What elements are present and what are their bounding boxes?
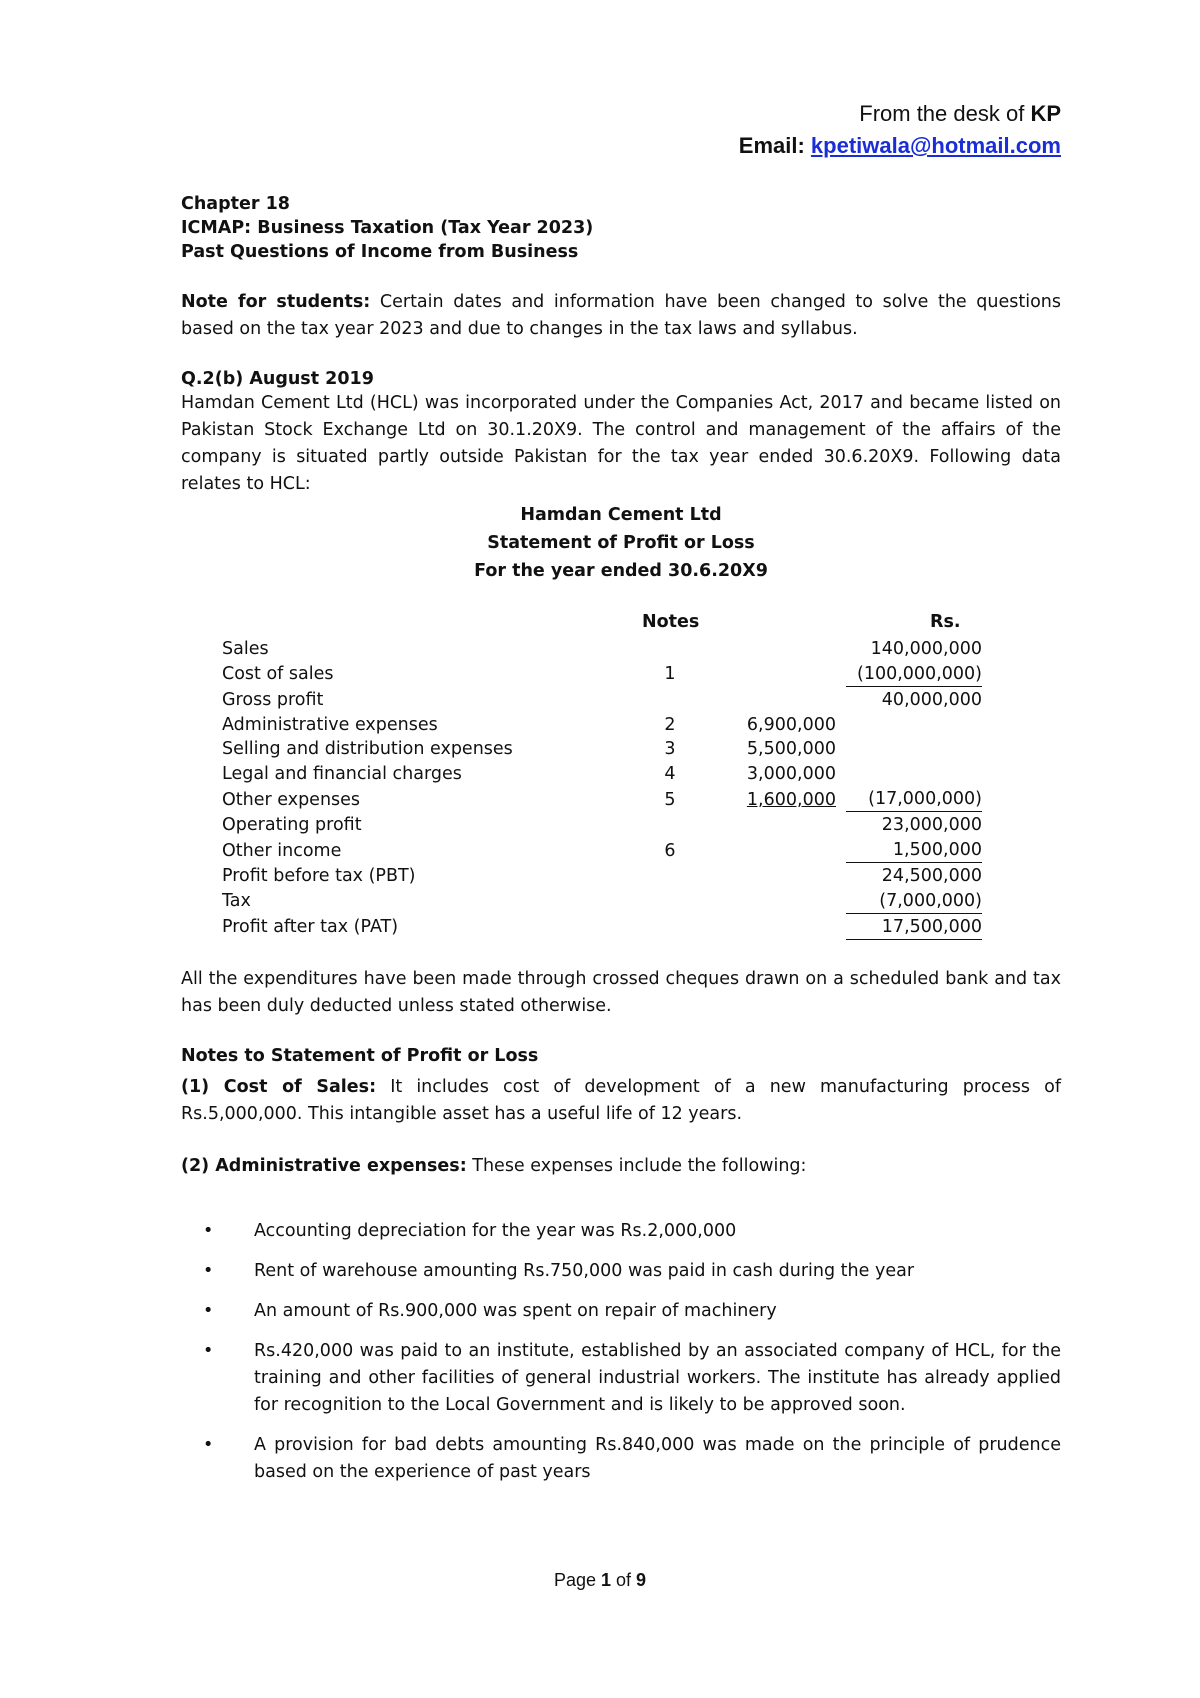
email-link[interactable]: kpetiwala@hotmail.com xyxy=(810,133,1061,158)
note-2 xyxy=(181,1153,1061,1180)
row-amount-2 xyxy=(846,712,982,737)
row-note xyxy=(647,863,693,888)
table-row xyxy=(222,761,982,786)
row-amount-2: (7,000,000) xyxy=(846,888,982,913)
statement-name: Statement of Profit or Loss xyxy=(487,533,755,553)
row-note: 6 xyxy=(664,840,676,861)
page-label: Page xyxy=(553,1570,601,1590)
bullet-icon: • xyxy=(203,1261,214,1281)
list-item xyxy=(181,1338,1061,1419)
rs-column-header: Rs. xyxy=(930,612,961,632)
page-total: 9 xyxy=(636,1570,647,1590)
bullet-icon: • xyxy=(203,1301,214,1321)
note-1 xyxy=(181,1074,1061,1128)
row-label: Cost of sales xyxy=(222,664,334,685)
row-amount-2: (100,000,000) xyxy=(846,661,982,686)
chapter-title: Chapter 18 xyxy=(181,194,290,214)
page-number: 1 xyxy=(601,1570,612,1590)
row-amount-1 xyxy=(693,863,836,888)
row-label: Other income xyxy=(222,840,342,861)
author-name: KP xyxy=(1030,101,1061,126)
bullet-icon: • xyxy=(203,1435,214,1455)
expenditure-note: All the expenditures have been made through crossed cheques drawn on a scheduled bank and tax has been duly deducted unless stated otherwise. xyxy=(181,969,1061,1016)
row-note: 5 xyxy=(664,789,676,810)
note-text: Certain dates and information have been changed to solve the questions based on the tax year 2023 and due to changes in the tax laws and syllabus. xyxy=(181,292,1062,339)
course-title: ICMAP: Business Taxation (Tax Year 2023) xyxy=(181,218,594,238)
row-note xyxy=(647,812,693,837)
admin-expenses-list xyxy=(181,1218,1061,1498)
row-amount-1 xyxy=(693,636,836,661)
list-item-text: Rent of warehouse amounting Rs.750,000 was paid in cash during the year xyxy=(254,1261,915,1281)
row-amount-1 xyxy=(693,837,836,862)
table-row xyxy=(222,636,982,661)
bullet-icon: • xyxy=(203,1221,214,1241)
row-amount-1 xyxy=(693,812,836,837)
row-note: 2 xyxy=(664,714,676,735)
table-row xyxy=(222,888,982,913)
statement-period: For the year ended 30.6.20X9 xyxy=(474,561,768,581)
row-note xyxy=(647,888,693,913)
row-label: Sales xyxy=(222,638,269,659)
email-line xyxy=(181,129,1061,162)
table-row xyxy=(222,686,982,711)
row-label: Profit after tax (PAT) xyxy=(222,917,399,938)
company-name: Hamdan Cement Ltd xyxy=(520,505,722,525)
from-prefix: From the desk of xyxy=(859,101,1031,126)
row-amount-1 xyxy=(693,913,836,939)
table-row xyxy=(222,737,982,762)
row-amount-1: 1,600,000 xyxy=(746,789,836,810)
row-label: Gross profit xyxy=(222,689,324,710)
row-amount-1 xyxy=(693,661,836,686)
row-label: Legal and financial charges xyxy=(222,764,462,785)
statement-heading xyxy=(181,501,1061,585)
table-row xyxy=(222,837,982,862)
bullet-icon: • xyxy=(203,1341,214,1361)
row-note xyxy=(647,636,693,661)
note-2-label: (2) Administrative expenses: xyxy=(181,1156,467,1176)
row-amount-1 xyxy=(693,686,836,711)
list-item-text: Rs.420,000 was paid to an institute, established by an associated company of HCL, for the training and other facilities of general industrial workers. The institute has already applied for recognition to the Local Government and is likely to be approved soon. xyxy=(254,1341,1061,1415)
note-2-text: These expenses include the following: xyxy=(466,1156,807,1176)
row-amount-1: 6,900,000 xyxy=(746,714,836,735)
row-amount-2: 17,500,000 xyxy=(846,913,982,939)
row-note: 1 xyxy=(664,664,676,685)
table-row xyxy=(222,812,982,837)
row-label: Operating profit xyxy=(222,815,362,836)
note-for-students xyxy=(181,289,1061,343)
row-note xyxy=(647,686,693,711)
row-label: Selling and distribution expenses xyxy=(222,739,513,760)
row-amount-2 xyxy=(846,737,982,762)
table-row xyxy=(222,712,982,737)
row-amount-2: 140,000,000 xyxy=(870,638,982,659)
notes-column-header: Notes xyxy=(642,612,700,632)
question-heading: Q.2(b) August 2019 xyxy=(181,369,374,389)
row-amount-1 xyxy=(693,888,836,913)
note-label: Note for students: xyxy=(181,292,371,312)
list-item xyxy=(181,1432,1061,1486)
row-label: Other expenses xyxy=(222,789,361,810)
list-item xyxy=(181,1258,1061,1285)
note-1-text: It includes cost of development of a new manufacturing process of Rs.5,000,000. This intangible asset has a useful life of 12 years. xyxy=(181,1077,1061,1124)
title-block xyxy=(181,192,1061,264)
question-intro: Hamdan Cement Ltd (HCL) was incorporated under the Companies Act, 2017 and became listed on Pakistan Stock Exchange Ltd on 30.1.20X9. The control and management of the affairs of the company is situated partly outside Pakistan for the tax year ended 30.6.20X9. Following data relates to HCL: xyxy=(181,393,1061,494)
row-note: 4 xyxy=(664,764,676,785)
page-footer xyxy=(0,1570,1200,1591)
row-amount-2: 40,000,000 xyxy=(881,689,982,710)
row-amount-2: 24,500,000 xyxy=(881,865,982,886)
section-subtitle: Past Questions of Income from Business xyxy=(181,242,579,262)
row-label: Administrative expenses xyxy=(222,714,438,735)
row-label: Tax xyxy=(222,891,251,912)
list-item-text: An amount of Rs.900,000 was spent on repair of machinery xyxy=(254,1301,777,1321)
row-amount-2 xyxy=(846,761,982,786)
table-row xyxy=(222,661,982,686)
list-item-text: A provision for bad debts amounting Rs.840,000 was made on the principle of prudence based on the experience of past years xyxy=(254,1435,1061,1482)
list-item xyxy=(181,1218,1061,1245)
row-note xyxy=(647,913,693,939)
row-amount-2: 23,000,000 xyxy=(881,815,982,836)
list-item-text: Accounting depreciation for the year was Rs.2,000,000 xyxy=(254,1221,737,1241)
row-note: 3 xyxy=(664,739,676,760)
row-amount-2: 1,500,000 xyxy=(846,837,982,862)
table-row xyxy=(222,863,982,888)
table-row xyxy=(222,786,982,811)
list-item xyxy=(181,1298,1061,1325)
row-amount-2: (17,000,000) xyxy=(846,786,982,811)
row-amount-1: 3,000,000 xyxy=(746,764,836,785)
email-label: Email: xyxy=(738,133,811,158)
notes-heading: Notes to Statement of Profit or Loss xyxy=(181,1046,539,1066)
row-label: Profit before tax (PBT) xyxy=(222,865,416,886)
table-row xyxy=(222,913,982,939)
row-amount-1-cell xyxy=(693,786,836,811)
of-label: of xyxy=(611,1570,637,1590)
row-amount-1: 5,500,000 xyxy=(746,739,836,760)
note-1-label: (1) Cost of Sales: xyxy=(181,1077,377,1097)
profit-loss-table xyxy=(222,636,982,940)
from-desk-line xyxy=(181,97,1061,130)
